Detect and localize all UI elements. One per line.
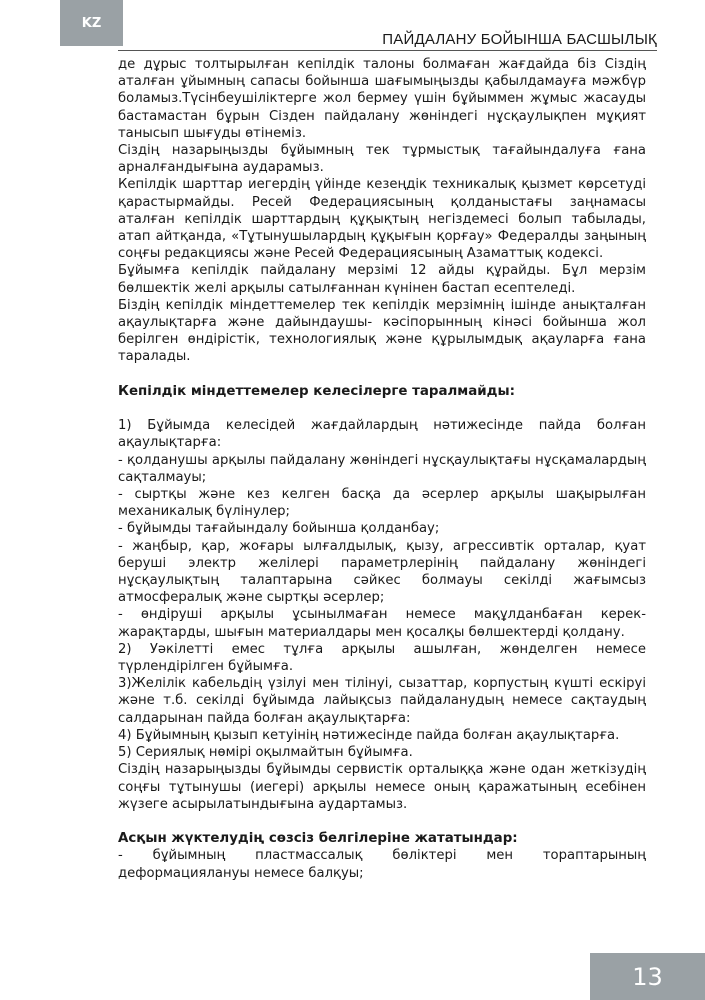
list-item: 2) Уәкілетті емес тұлға арқылы ашылған, жөнделген немесе түрлендірілген бұйымға. [118,641,646,675]
paragraph: Біздің кепілдік міндеттемелер тек кепілдік мерзімнің ішінде анықталған ақаулықтарға және дайындаушы- кәсіпорынның кінәсі бойынша жол берілген өндірістік, технологиялық және құрылымдық ақауларға ғана таралады. [118,297,646,365]
list-item: 3)Желілік кабельдің үзілуі мен тілінуі, сызаттар, корпустың күшті ескіруі және т.б. секілді бұйымда лайықсыз пайдаланудың немесе сақтаудың салдарынан пайда болған ақаулықтарға: [118,676,646,726]
list-item: 4) Бұйымның қызып кетуінің нәтижесінде пайда болған ақаулықтарға. [118,727,620,743]
list-item: - сыртқы және кез келген басқа да әсерлер арқылы шақырылған механикалық бүлінулер; [118,487,646,520]
list-item: - бұйымның пластмассалық бөліктері мен тораптарының деформациялануы немесе балқуы; [118,848,646,881]
list-item: - қолданушы арқылы пайдалану жөніндегі нұсқаулықтағы нұсқамалардың сақталмауы; [118,452,646,485]
section-heading: Асқын жүктелудің сөзсіз белгілеріне жататындар: [118,831,518,847]
header-divider [118,50,657,51]
page-body [118,56,646,882]
list-item: - өндіруші арқылы ұсынылмаған немесе мақұлданбаған керек-жарақтарды, шығын материалдары мен қосалқы бөлшектерді қолдану. [118,607,646,640]
paragraph: Кепілдік шарттар иегердің үйінде кезеңдік техникалық қызмет көрсетуді қарастырмайды. Ресей Федерациясының қолданыстағы заңнамасы аталған кепілдік шарттардың құқықтың негіздемесі болып табылады, атап айтқанда, «Тұтынушылардың құқығын қорғау» Федералды заңының соңғы редакциясы және Ресей Федерациясының Азаматтық кодексі. [118,177,646,262]
paragraph: Сіздің назарыңызды бұйымның тек тұрмыстық тағайындалуға ғана арналғандығына аударамыз. [118,143,646,176]
list-item: 1) Бұйымда келесідей жағдайлардың нәтижесінде пайда болған ақаулықтарға: [118,418,646,451]
paragraph: Сіздің назарыңызды бұйымды сервистік орталыққа және одан жеткізудің соңғы тұтынушы (иегері) арқылы немесе оның қаражатының есебінен жүзеге асырылатындығына аудартамыз. [118,762,646,812]
section-heading: Кепілдік міндеттемелер келесілерге таралмайды: [118,383,515,399]
list-item: - жаңбыр, қар, жоғары ылғалдылық, қызу, агрессивтік орталар, қуат беруші электр желілері параметрлерінің пайдалану жөніндегі нұсқаулықтың талаптарына сәйкес болмауы секілді жағымсыз атмосфералық және сыртқы әсерлер; [118,538,646,606]
page-header-title: ПАЙДАЛАНУ БОЙЫНША БАСШЫЛЫҚ [382,31,657,48]
paragraph: Бұйымға кепілдік пайдалану мерзімі 12 айды құрайды. Бұл мерзім бөлшектік желі арқылы сатылғаннан күнінен бастап есептеледі. [118,263,646,296]
page-number: 13 [590,953,705,1000]
list-item: 5) Сериялық нөмірі оқылмайтын бұйымға. [118,745,413,761]
paragraph: де дұрыс толтырылған кепілдік талоны болмаған жағдайда біз Сіздің аталған ұйымның сапасы бойынша шағымыңызды қабылдамауға мәжбүр боламыз.Түсінбеушіліктерге жол бермеу үшін бұйыммен жұмыс жасауды бастамастан бұрын Сізден пайдалану жөніндегі нұсқаулықпен мұқият танысып шығуды өтінеміз. [118,57,646,141]
list-item: - бұйымды тағайындалу бойынша қолданбау; [118,521,440,537]
language-tab: KZ [60,0,123,46]
